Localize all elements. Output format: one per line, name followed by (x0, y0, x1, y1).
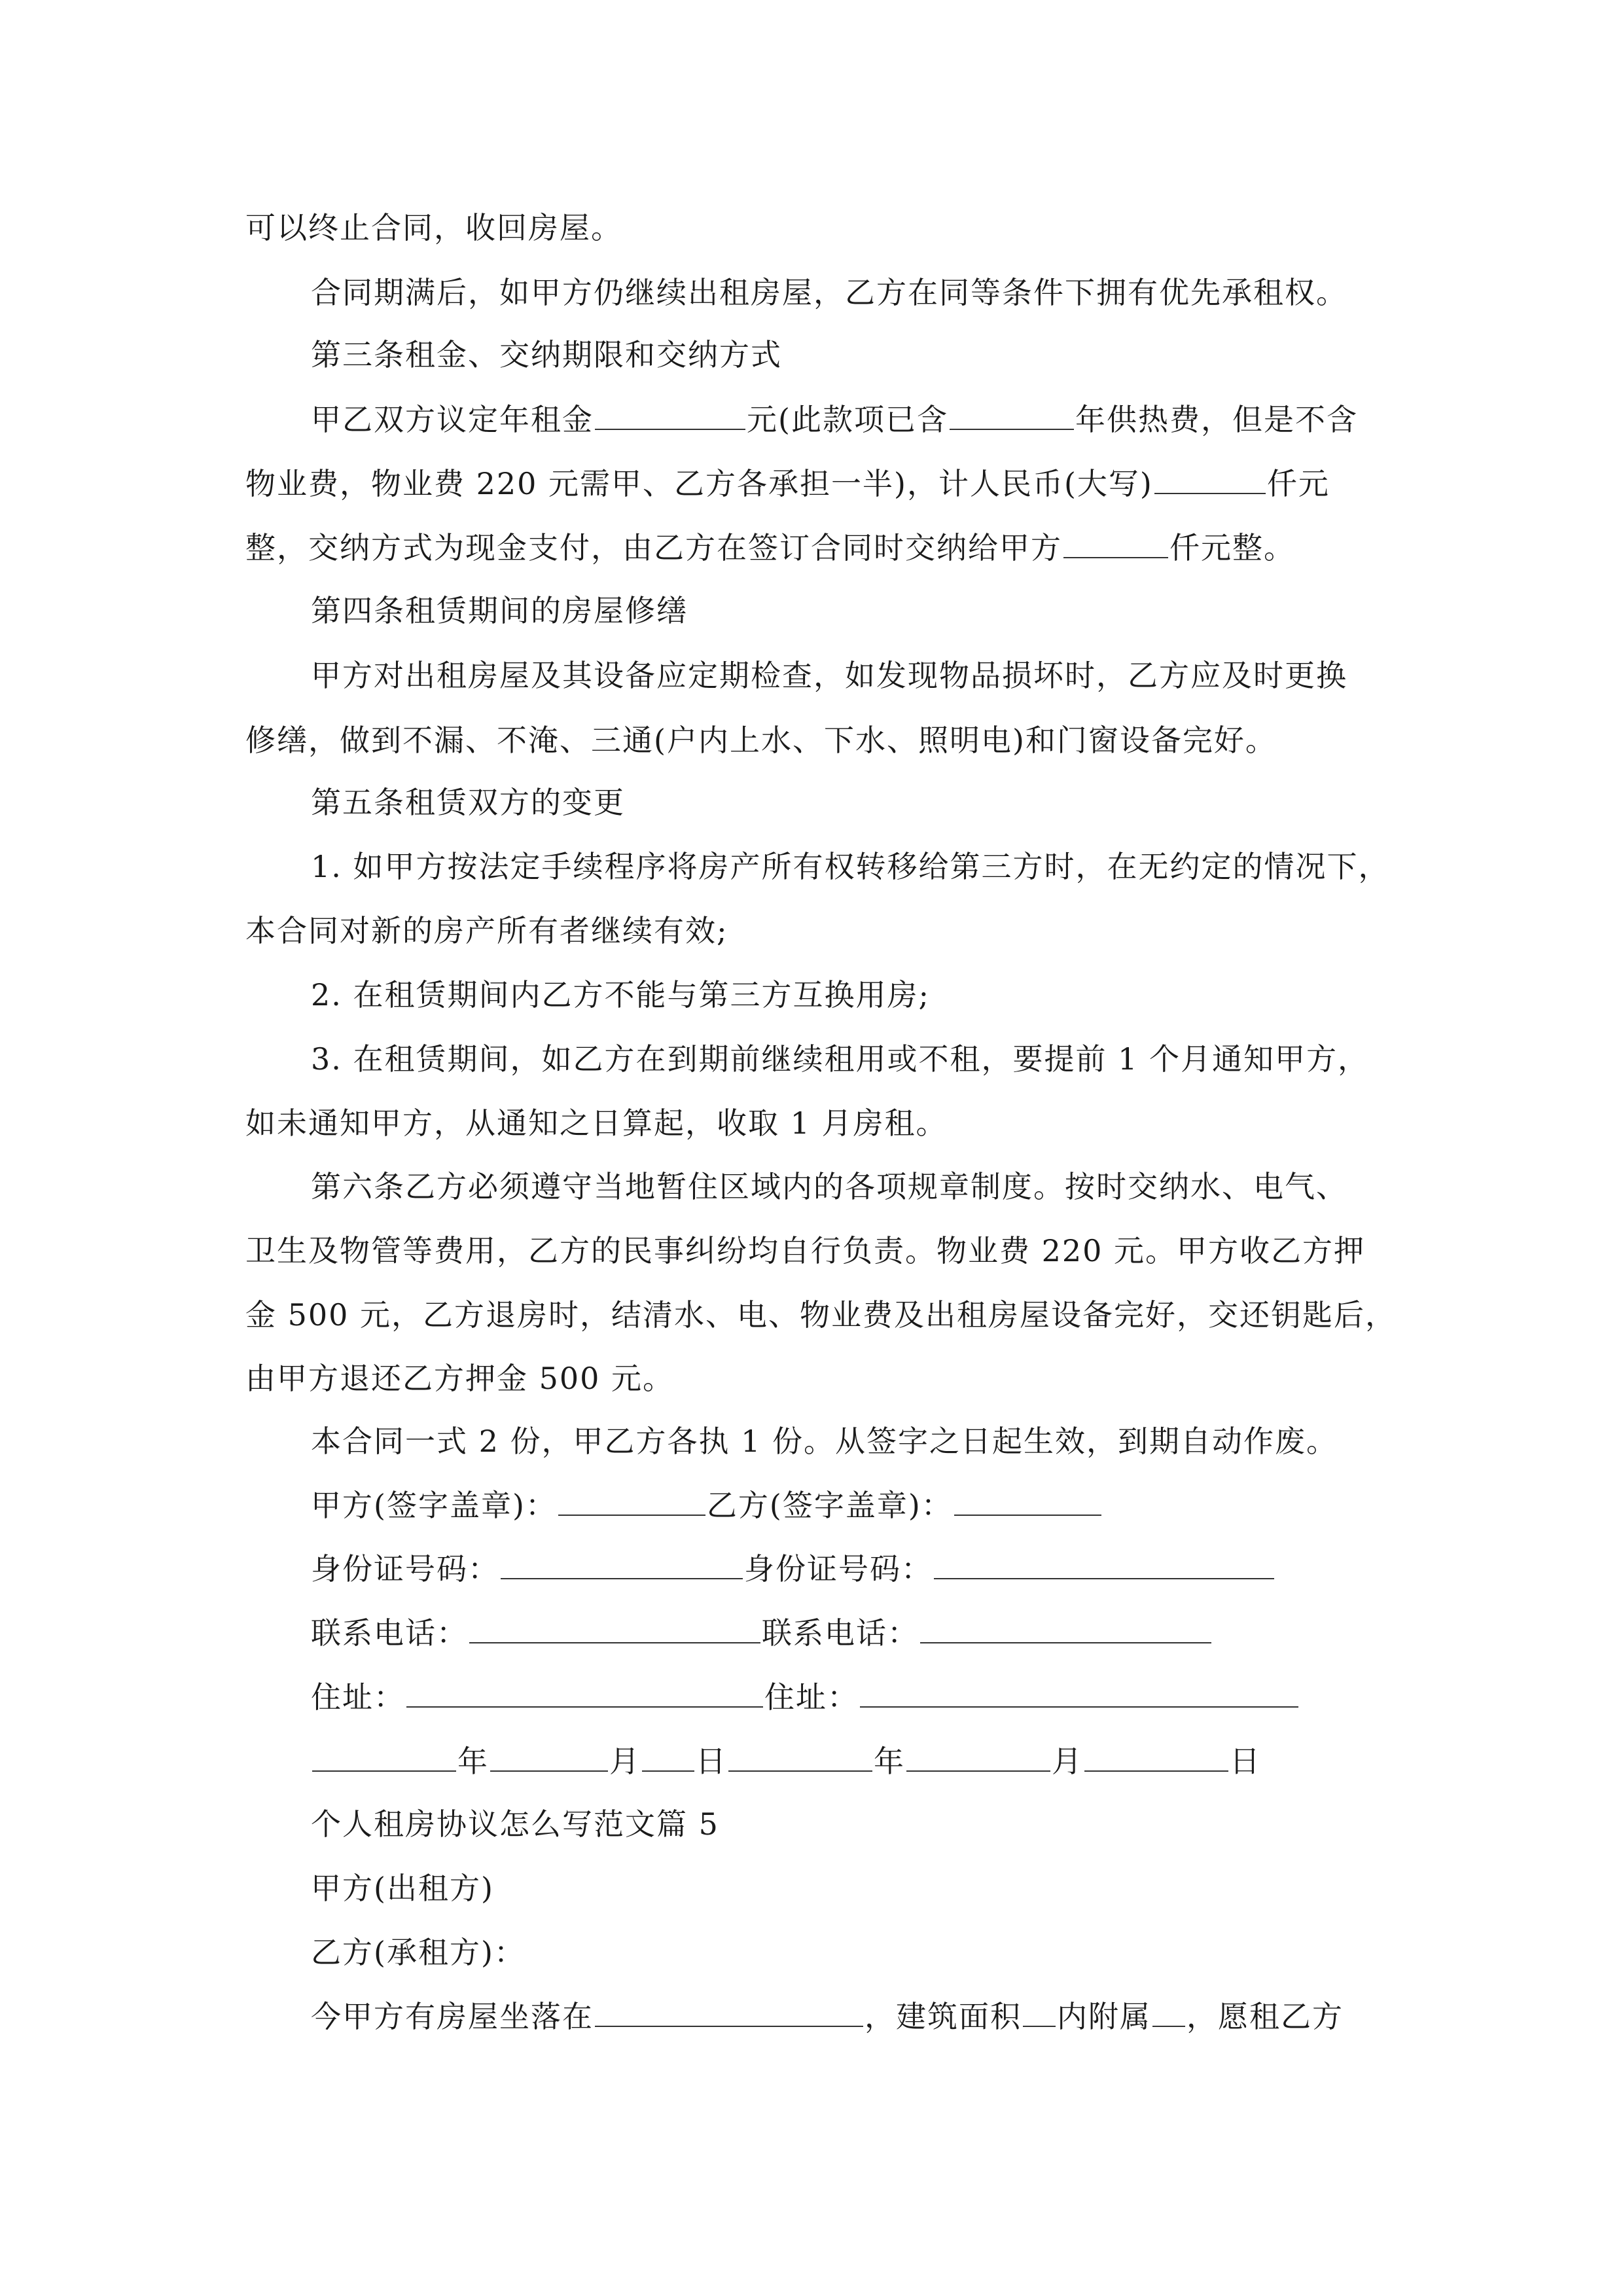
article-5-title (311, 783, 625, 822)
text: 月 (609, 1744, 641, 1779)
paragraph-line (245, 721, 1277, 760)
text: 年 (874, 1744, 905, 1779)
blank-line (469, 1613, 760, 1643)
blank-line (860, 1677, 1298, 1708)
text: 卫生及物管等费用，乙方的民事纠纷均自行负责。物业费 220 元。甲方收乙方押 (245, 1233, 1366, 1268)
text: 第三条租金、交纳期限和交纳方式 (311, 337, 782, 372)
text: 住址： (764, 1679, 859, 1715)
section-heading (311, 1804, 719, 1844)
paragraph-line (311, 1933, 526, 1972)
text: 修缮，做到不漏、不淹、三通(户内上水、下水、照明电)和门窗设备完好。 (245, 723, 1277, 758)
text: 住址： (311, 1679, 405, 1715)
text: ，建筑面积 (865, 1999, 1022, 2034)
text: 身份证号码： (311, 1551, 499, 1587)
paragraph-line (311, 1167, 1347, 1206)
text: 本合同一式 2 份，甲乙方各执 1 份。从签字之日起生效，到期自动作废。 (311, 1424, 1338, 1459)
blank-line (950, 400, 1074, 430)
text: 年供热费，但是不含 (1075, 402, 1358, 437)
text: 可以终止合同，收回房屋。 (245, 210, 622, 245)
paragraph-line (311, 400, 1358, 439)
text: 甲方(出租方) (311, 1871, 494, 1906)
paragraph-line (311, 1422, 1338, 1461)
phone-line (311, 1613, 1213, 1653)
paragraph-line (311, 656, 1347, 695)
paragraph-line (311, 1869, 494, 1908)
signature-line (311, 1486, 1103, 1525)
text: 元(此款项已含 (747, 402, 948, 437)
text: 3. 在租赁期间，如乙方在到期前继续租用或不租，要提前 1 个月通知甲方， (311, 1041, 1370, 1077)
blank-line (501, 1549, 743, 1579)
text: 年 (457, 1744, 489, 1779)
text: ，愿租乙方 (1186, 1999, 1344, 2034)
text: 甲乙双方议定年租金 (311, 402, 594, 437)
list-item-line (245, 1103, 948, 1143)
paragraph-line (245, 528, 1295, 567)
text: 月 (1052, 1744, 1083, 1779)
paragraph-line (245, 208, 622, 247)
article-4-title (311, 591, 688, 630)
blank-line (906, 1742, 1050, 1772)
blank-line (558, 1486, 705, 1516)
blank-line (1063, 528, 1168, 558)
address-line (311, 1677, 1300, 1717)
blank-line (1084, 1742, 1228, 1772)
list-item-line (245, 911, 728, 950)
text: 如未通知甲方，从通知之日算起，收取 1 月房租。 (245, 1105, 948, 1141)
text: 整，交纳方式为现金支付，由乙方在签订合同时交纳给甲方 (245, 530, 1062, 565)
blank-line (728, 1742, 872, 1772)
blank-line (1023, 1997, 1056, 2027)
blank-line (312, 1742, 456, 1772)
text: 乙方(承租方)： (311, 1935, 526, 1970)
text: 仟元整。 (1169, 530, 1295, 565)
text: 内附属 (1057, 1999, 1151, 2034)
text: 日 (696, 1744, 727, 1779)
blank-line (406, 1677, 763, 1708)
text: 合同期满后，如甲方仍继续出租房屋，乙方在同等条件下拥有优先承租权。 (311, 275, 1347, 310)
text: 第六条乙方必须遵守当地暂住区域内的各项规章制度。按时交纳水、电气、 (311, 1169, 1347, 1204)
list-item-line (311, 847, 1390, 886)
blank-line (1152, 1997, 1185, 2027)
text: 1. 如甲方按法定手续程序将房产所有权转移给第三方时，在无约定的情况下， (311, 849, 1390, 884)
text: 甲方对出租房屋及其设备应定期检查，如发现物品损坏时，乙方应及时更换 (311, 658, 1347, 693)
text: 联系电话： (762, 1615, 919, 1651)
text: 2. 在租赁期间内乙方不能与第三方互换用房; (311, 977, 931, 1013)
text: 本合同对新的房产所有者继续有效; (245, 913, 728, 948)
text: 今甲方有房屋坐落在 (311, 1999, 594, 2034)
text: 第五条租赁双方的变更 (311, 785, 625, 820)
paragraph-line (311, 1997, 1344, 2036)
blank-line (1154, 464, 1266, 494)
text: 日 (1230, 1744, 1261, 1779)
article-3-title (311, 335, 782, 374)
text: 仟元 (1266, 466, 1330, 501)
list-item-line (311, 975, 930, 1014)
text: 乙方(签字盖章)： (706, 1488, 953, 1523)
text: 金 500 元，乙方退房时，结清水、电、物业费及出租房屋设备完好，交还钥匙后， (245, 1297, 1397, 1333)
paragraph-line (311, 273, 1347, 312)
text: 个人租房协议怎么写范文篇 5 (311, 1806, 719, 1842)
text: 联系电话： (311, 1615, 468, 1651)
paragraph-line (245, 464, 1330, 503)
text: 甲方(签字盖章)： (311, 1488, 557, 1523)
text: 物业费，物业费 220 元需甲、乙方各承担一半)，计人民币(大写) (245, 466, 1153, 501)
paragraph-line (245, 1231, 1365, 1270)
text: 第四条租赁期间的房屋修缮 (311, 593, 688, 628)
id-number-line (311, 1549, 1275, 1588)
date-line (311, 1742, 1261, 1781)
paragraph-line (245, 1295, 1397, 1335)
blank-line (920, 1613, 1211, 1643)
blank-line (595, 400, 745, 430)
text: 由甲方退还乙方押金 500 元。 (245, 1361, 675, 1396)
blank-line (934, 1549, 1274, 1579)
paragraph-line (245, 1359, 674, 1398)
blank-line (490, 1742, 608, 1772)
list-item-line (311, 1039, 1369, 1079)
blank-line (595, 1997, 863, 2027)
blank-line (642, 1742, 694, 1772)
blank-line (954, 1486, 1101, 1516)
text: 身份证号码： (744, 1551, 933, 1587)
